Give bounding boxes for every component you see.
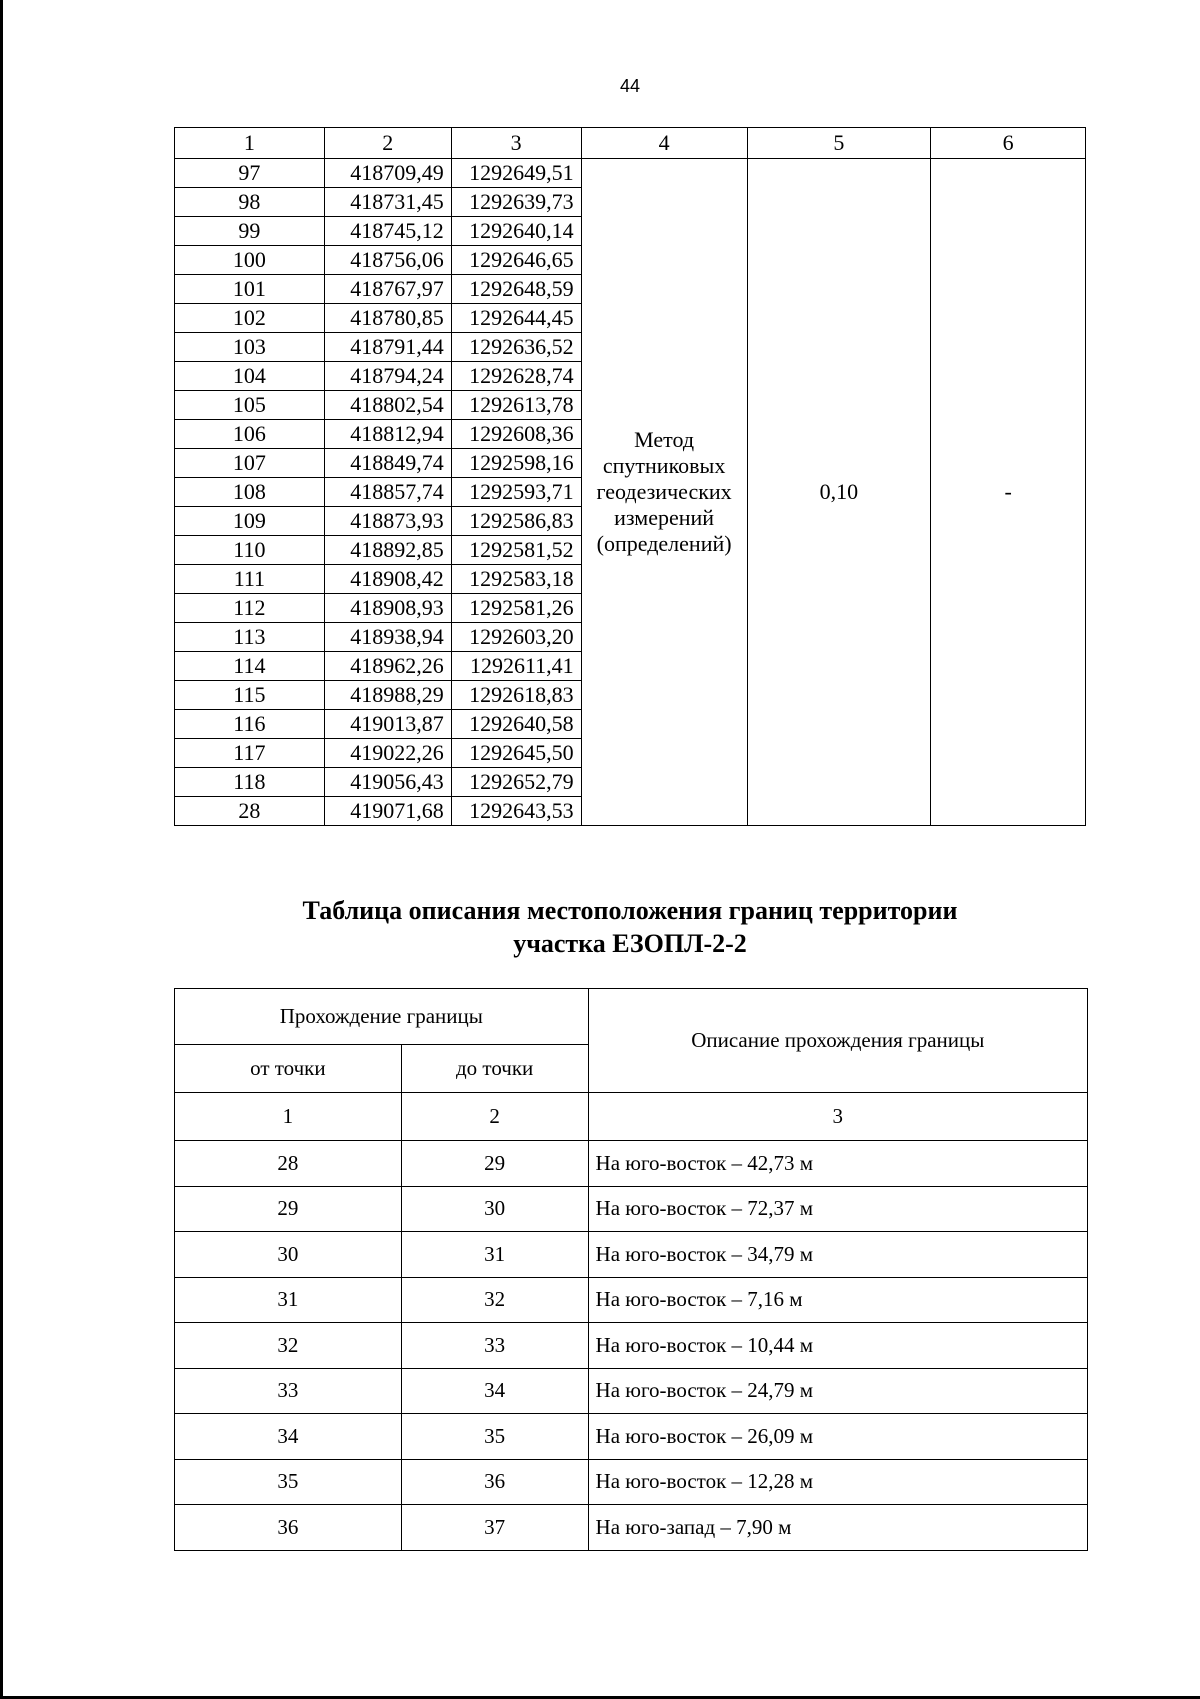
point-cell: 113: [175, 623, 325, 652]
y-coordinate-cell: 1292644,45: [451, 304, 581, 333]
x-coordinate-cell: 418908,93: [324, 594, 451, 623]
point-cell: 107: [175, 449, 325, 478]
y-coordinate-cell: 1292598,16: [451, 449, 581, 478]
y-coordinate-cell: 1292613,78: [451, 391, 581, 420]
x-coordinate-cell: 418802,54: [324, 391, 451, 420]
point-cell: 109: [175, 507, 325, 536]
y-coordinate-cell: 1292646,65: [451, 246, 581, 275]
point-cell: 97: [175, 159, 325, 188]
method-line: спутниковых: [602, 453, 726, 478]
header-col-3: 3: [451, 128, 581, 159]
x-coordinate-cell: 418849,74: [324, 449, 451, 478]
y-coordinate-cell: 1292586,83: [451, 507, 581, 536]
section-title-line-1: Таблица описания местоположения границ территории: [302, 896, 958, 925]
number-col-2: 2: [401, 1093, 588, 1141]
header-boundary-passage: Прохождение границы: [175, 989, 589, 1045]
y-coordinate-cell: 1292628,74: [451, 362, 581, 391]
point-cell: 116: [175, 710, 325, 739]
x-coordinate-cell: 418812,94: [324, 420, 451, 449]
from-point-cell: 34: [175, 1414, 402, 1460]
y-coordinate-cell: 1292583,18: [451, 565, 581, 594]
from-point-cell: 29: [175, 1186, 402, 1232]
from-point-cell: 31: [175, 1277, 402, 1323]
from-point-cell: 36: [175, 1505, 402, 1551]
y-coordinate-cell: 1292639,73: [451, 188, 581, 217]
boundary-description-cell: На юго-восток – 72,37 м: [588, 1186, 1087, 1232]
method-line: (определений): [596, 531, 732, 556]
coordinates-table: [174, 127, 1086, 826]
border-number-row: [175, 1093, 1088, 1141]
border-row: [175, 1459, 1088, 1505]
y-coordinate-cell: 1292652,79: [451, 768, 581, 797]
border-row: [175, 1141, 1088, 1187]
to-point-cell: 34: [401, 1368, 588, 1414]
point-cell: 103: [175, 333, 325, 362]
y-coordinate-cell: 1292645,50: [451, 739, 581, 768]
to-point-cell: 33: [401, 1323, 588, 1369]
point-cell: 100: [175, 246, 325, 275]
point-cell: 110: [175, 536, 325, 565]
coordinates-header-row: [175, 128, 1086, 159]
x-coordinate-cell: 418709,49: [324, 159, 451, 188]
point-cell: 28: [175, 797, 325, 826]
boundary-description-cell: На юго-восток – 24,79 м: [588, 1368, 1087, 1414]
from-point-cell: 32: [175, 1323, 402, 1369]
to-point-cell: 29: [401, 1141, 588, 1187]
point-cell: 111: [175, 565, 325, 594]
point-cell: 106: [175, 420, 325, 449]
method-line: измерений: [614, 505, 715, 530]
x-coordinate-cell: 418756,06: [324, 246, 451, 275]
x-coordinate-cell: 419022,26: [324, 739, 451, 768]
y-coordinate-cell: 1292608,36: [451, 420, 581, 449]
point-cell: 108: [175, 478, 325, 507]
description-cell: -: [931, 159, 1086, 826]
header-col-6: 6: [931, 128, 1086, 159]
border-description-table: [174, 988, 1088, 1551]
border-row: [175, 1414, 1088, 1460]
point-cell: 99: [175, 217, 325, 246]
header-from-point: от точки: [175, 1045, 402, 1093]
to-point-cell: 37: [401, 1505, 588, 1551]
border-row: [175, 1505, 1088, 1551]
border-row: [175, 1368, 1088, 1414]
point-cell: 117: [175, 739, 325, 768]
boundary-description-cell: На юго-восток – 12,28 м: [588, 1459, 1087, 1505]
method-line: Метод: [634, 427, 695, 452]
border-header-row-1: [175, 989, 1088, 1045]
to-point-cell: 36: [401, 1459, 588, 1505]
x-coordinate-cell: 419013,87: [324, 710, 451, 739]
y-coordinate-cell: 1292640,14: [451, 217, 581, 246]
from-point-cell: 35: [175, 1459, 402, 1505]
x-coordinate-cell: 419056,43: [324, 768, 451, 797]
point-cell: 105: [175, 391, 325, 420]
border-row: [175, 1186, 1088, 1232]
from-point-cell: 28: [175, 1141, 402, 1187]
to-point-cell: 32: [401, 1277, 588, 1323]
method-line: геодезических: [596, 479, 732, 504]
from-point-cell: 30: [175, 1232, 402, 1278]
header-to-point: до точки: [401, 1045, 588, 1093]
y-coordinate-cell: 1292593,71: [451, 478, 581, 507]
header-col-5: 5: [747, 128, 931, 159]
coordinates-body: [175, 159, 1086, 826]
x-coordinate-cell: 418873,93: [324, 507, 451, 536]
x-coordinate-cell: 418908,42: [324, 565, 451, 594]
y-coordinate-cell: 1292636,52: [451, 333, 581, 362]
y-coordinate-cell: 1292611,41: [451, 652, 581, 681]
boundary-description-cell: На юго-восток – 34,79 м: [588, 1232, 1087, 1278]
y-coordinate-cell: 1292640,58: [451, 710, 581, 739]
border-row: [175, 1323, 1088, 1369]
y-coordinate-cell: 1292581,26: [451, 594, 581, 623]
point-cell: 114: [175, 652, 325, 681]
section-title-line-2: участка ЕЗОПЛ-2-2: [513, 929, 747, 958]
header-boundary-description: Описание прохождения границы: [588, 989, 1087, 1093]
point-cell: 115: [175, 681, 325, 710]
header-col-1: 1: [175, 128, 325, 159]
x-coordinate-cell: 418745,12: [324, 217, 451, 246]
boundary-description-cell: На юго-запад – 7,90 м: [588, 1505, 1087, 1551]
number-col-1: 1: [175, 1093, 402, 1141]
border-body: [175, 1141, 1088, 1551]
boundary-description-cell: На юго-восток – 7,16 м: [588, 1277, 1087, 1323]
point-cell: 102: [175, 304, 325, 333]
point-cell: 98: [175, 188, 325, 217]
point-cell: 101: [175, 275, 325, 304]
y-coordinate-cell: 1292603,20: [451, 623, 581, 652]
border-row: [175, 1277, 1088, 1323]
boundary-description-cell: На юго-восток – 10,44 м: [588, 1323, 1087, 1369]
to-point-cell: 31: [401, 1232, 588, 1278]
y-coordinate-cell: 1292581,52: [451, 536, 581, 565]
x-coordinate-cell: 418731,45: [324, 188, 451, 217]
header-col-2: 2: [324, 128, 451, 159]
y-coordinate-cell: 1292643,53: [451, 797, 581, 826]
x-coordinate-cell: 418767,97: [324, 275, 451, 304]
to-point-cell: 35: [401, 1414, 588, 1460]
from-point-cell: 33: [175, 1368, 402, 1414]
y-coordinate-cell: 1292618,83: [451, 681, 581, 710]
boundary-description-cell: На юго-восток – 42,73 м: [588, 1141, 1087, 1187]
number-col-3: 3: [588, 1093, 1087, 1141]
x-coordinate-cell: 418988,29: [324, 681, 451, 710]
y-coordinate-cell: 1292648,59: [451, 275, 581, 304]
point-cell: 104: [175, 362, 325, 391]
point-cell: 118: [175, 768, 325, 797]
page-number: 44: [619, 76, 641, 96]
x-coordinate-cell: 419071,68: [324, 797, 451, 826]
x-coordinate-cell: 418794,24: [324, 362, 451, 391]
x-coordinate-cell: 418962,26: [324, 652, 451, 681]
boundary-description-cell: На юго-восток – 26,09 м: [588, 1414, 1087, 1460]
accuracy-cell: 0,10: [747, 159, 931, 826]
x-coordinate-cell: 418857,74: [324, 478, 451, 507]
y-coordinate-cell: 1292649,51: [451, 159, 581, 188]
x-coordinate-cell: 418938,94: [324, 623, 451, 652]
page-left-edge: [0, 0, 3, 1699]
to-point-cell: 30: [401, 1186, 588, 1232]
method-cell: [581, 159, 747, 826]
x-coordinate-cell: 418780,85: [324, 304, 451, 333]
x-coordinate-cell: 418791,44: [324, 333, 451, 362]
border-row: [175, 1232, 1088, 1278]
x-coordinate-cell: 418892,85: [324, 536, 451, 565]
coordinate-row: [175, 159, 1086, 188]
header-col-4: 4: [581, 128, 747, 159]
point-cell: 112: [175, 594, 325, 623]
